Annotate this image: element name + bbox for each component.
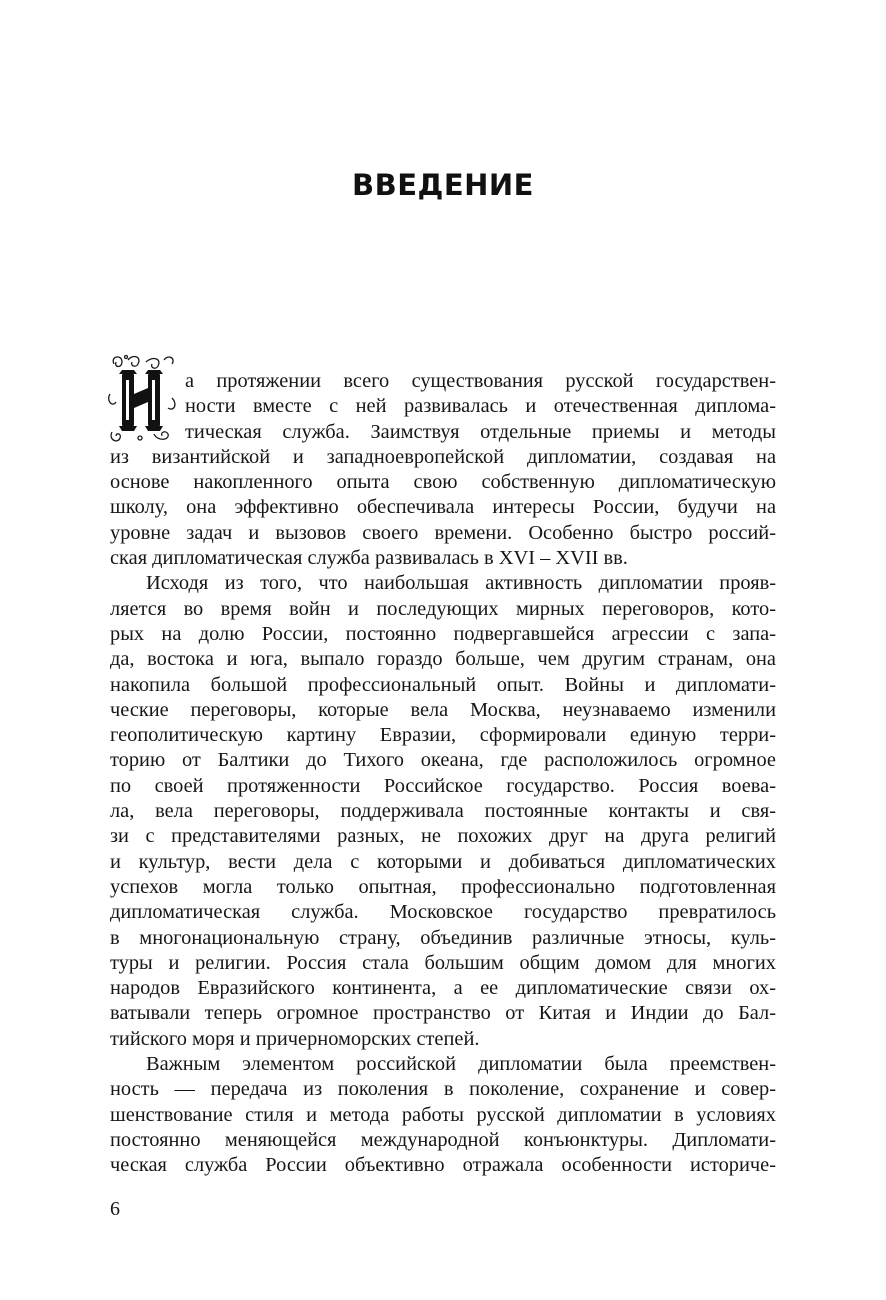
text-line: в многонациональную страну, объединив различные этносы, куль- (110, 926, 776, 949)
text-line: геополитическую картину Евразии, сформировали единую терри- (110, 724, 776, 747)
page-number: 6 (110, 1198, 120, 1220)
text-line: школу, она эффективно обеспечивала интересы России, будучи на (110, 496, 776, 519)
text-line: ческие переговоры, которые вела Москва, неузнаваемо изменили (110, 698, 776, 721)
text-line: а протяжении всего существования русской государствен- (185, 370, 776, 392)
text-line: туры и религии. Россия стала большим общим домом для многих (110, 951, 776, 974)
text-line: да, востока и юга, выпало гораздо больше, чем другим странам, она (110, 648, 776, 671)
text-line: ская дипломатическая служба развивалась в XVI – XVII вв. (110, 547, 628, 570)
text-line: ватывали теперь огромное пространство от Китая и Индии до Бал- (110, 1002, 776, 1025)
text-line: рых на долю России, постоянно подвергавшейся агрессии с запа- (110, 622, 776, 645)
text-line: зи с представителями разных, не похожих друг на друга религий (110, 825, 776, 848)
text-line: дипломатическая служба. Московское государство превратилось (110, 901, 776, 924)
text-line: уровне задач и вызовов своего времени. Особенно быстро россий- (110, 521, 776, 544)
text-line: Важным элементом российской дипломатии была преемствен- (146, 1053, 776, 1076)
text-line: шенствование стиля и метода работы русской дипломатии в условиях (110, 1103, 776, 1126)
text-line: постоянно меняющейся международной конъюнктуры. Дипломати- (110, 1128, 776, 1151)
text-line: тическая служба. Заимствуя отдельные приемы и методы (185, 420, 776, 443)
page-title: ВВЕДЕНИЕ (351, 168, 534, 202)
text-line: из византийской и западноевропейской дипломатии, создавая на (110, 445, 776, 468)
text-line: народов Евразийского континента, а ее дипломатические связи ох- (110, 977, 776, 1000)
text-line: ности вместе с ней развивалась и отечественная диплома- (185, 395, 776, 418)
text-line: тийского моря и причерноморских степей. (110, 1027, 480, 1050)
text-line: накопила большой профессиональный опыт. Войны и дипломати- (110, 673, 776, 696)
text-line: ность — передача из поколения в поколение, сохранение и совер- (110, 1078, 776, 1101)
text-line: ческая служба России объективно отражала особенности историче- (110, 1154, 776, 1177)
text-line: ла, вела переговоры, поддерживала постоянные контакты и свя- (110, 800, 776, 823)
text-line: основе накопленного опыта свою собственную дипломатическую (110, 471, 776, 494)
text-line: ляется во время войн и последующих мирных переговоров, кото- (110, 597, 776, 620)
body-text (110, 369, 776, 1179)
text-line: и культур, вести дела с которыми и добиваться дипломатических (110, 850, 776, 873)
text-line: по своей протяженности Российское государство. Россия воева- (110, 774, 776, 797)
text-line: успехов могла только опытная, профессионально подготовленная (110, 875, 776, 898)
text-line: Исходя из того, что наибольшая активность дипломатии прояв- (146, 572, 776, 595)
text-line: торию от Балтики до Тихого океана, где расположилось огромное (110, 749, 776, 772)
